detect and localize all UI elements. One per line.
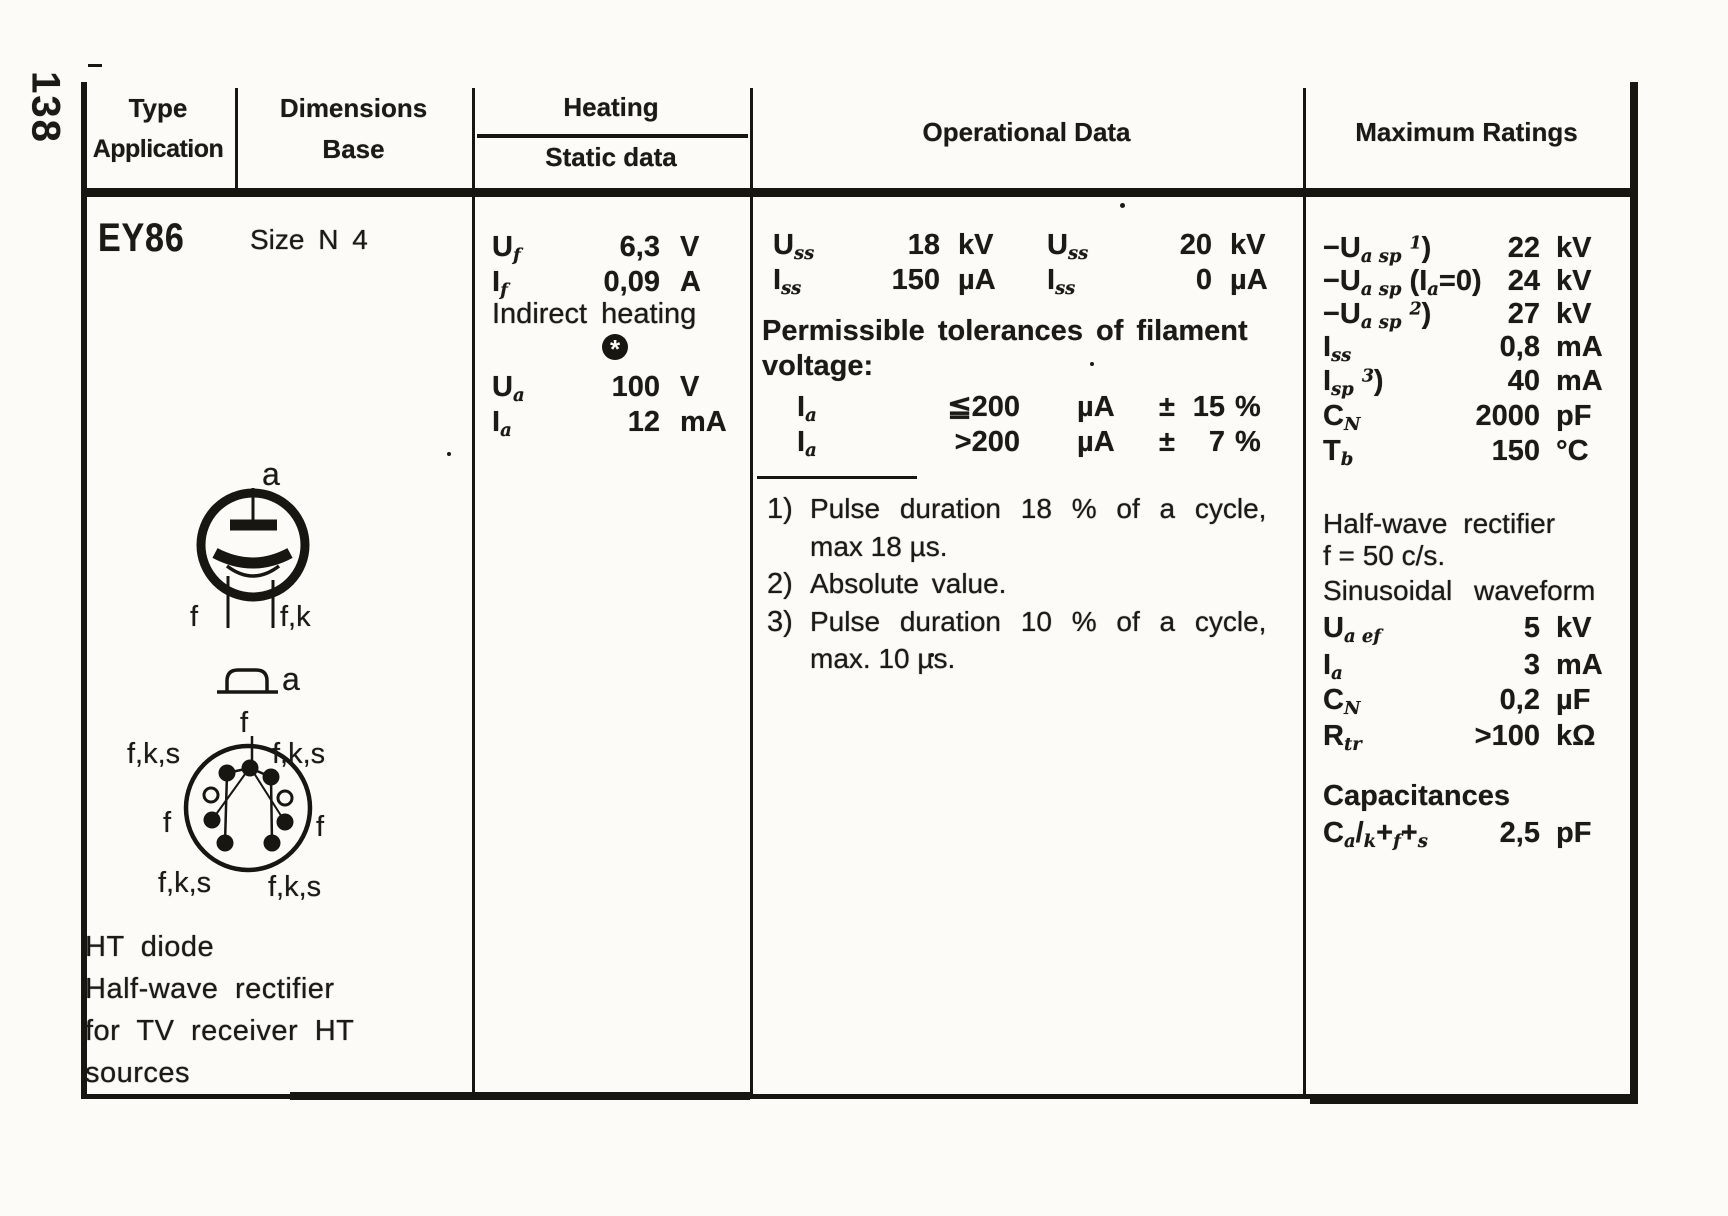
base-label-bottom-right: f,k,s	[268, 871, 322, 903]
parameter-unit: kV	[1556, 298, 1592, 330]
parameter-symbol: $C_N$	[1323, 400, 1361, 436]
max-rating-row	[1323, 683, 1628, 720]
parameter-unit: µA	[1230, 264, 1268, 296]
max-rating-row	[1323, 719, 1628, 756]
parameter-value: 5	[1523, 612, 1540, 644]
parameter-unit: µA	[1077, 426, 1115, 458]
capacitances-heading: Capacitances	[1323, 780, 1510, 812]
scan-speck	[1090, 362, 1094, 366]
top-cap-symbol	[217, 670, 278, 693]
parameter-symbol: $I_{sp}$ $^3$)	[1323, 365, 1384, 401]
application-line: for TV receiver HT	[85, 1015, 355, 1047]
footnote-text: Absolute value.	[810, 568, 1007, 599]
max-rating-row	[1323, 611, 1628, 648]
circled-asterisk-icon: *	[602, 334, 628, 360]
parameter-symbol: $I_a$	[797, 426, 817, 462]
tube-type: EY86	[98, 216, 185, 260]
parameter-value: 24	[1507, 265, 1540, 297]
plus-minus-sign: ±	[1159, 426, 1175, 458]
max-rating-row	[1323, 648, 1628, 685]
parameter-symbol: $R_{tr}$	[1323, 720, 1362, 756]
condition-value: >200	[954, 426, 1020, 458]
parameter-unit: kV	[1556, 265, 1592, 297]
parameter-symbol: $I_a$	[1323, 649, 1343, 685]
parameter-unit: V	[680, 231, 700, 263]
parameter-unit: µA	[1077, 391, 1115, 423]
application-line: Half-wave rectifier	[85, 973, 335, 1005]
parameter-unit: °C	[1556, 435, 1589, 467]
table-border-right	[1630, 82, 1638, 1099]
application-line: sources	[85, 1057, 191, 1089]
top-cap-label: a	[282, 661, 300, 697]
parameter-value: 0,09	[603, 266, 660, 298]
footnote-text: Pulse duration 18 % of a cycle,	[810, 493, 1267, 524]
percent-sign: %	[1235, 426, 1261, 458]
max-rating-row	[1323, 264, 1628, 301]
max-rating-row	[1323, 330, 1628, 367]
base-pins	[204, 760, 294, 852]
parameter-unit: pF	[1556, 817, 1592, 849]
parameter-unit: µA	[958, 264, 996, 296]
tolerance-value: 7	[1208, 426, 1225, 458]
footnote-text: max 18 µs.	[810, 531, 948, 562]
base-label-top-right: f,k,s	[272, 738, 326, 770]
filament-lead-label: f	[190, 601, 199, 633]
parameter-value: 2,5	[1499, 817, 1540, 849]
parameter-unit: V	[680, 371, 700, 403]
anode-label: a	[262, 456, 280, 492]
parameter-value: 150	[1491, 435, 1540, 467]
header-base: Base	[322, 134, 385, 164]
footnote-mark: 1)	[767, 493, 793, 525]
scan-speck	[1120, 203, 1125, 208]
tolerance-heading: Permissible tolerances of filament	[762, 315, 1248, 347]
base-label-right: f	[316, 811, 325, 843]
header-static-data: Static data	[545, 142, 677, 172]
capacitance-row	[1323, 816, 1628, 853]
divider-heating-operational	[750, 88, 753, 1094]
tolerance-value: 15	[1192, 391, 1225, 423]
scan-speck	[447, 452, 451, 456]
static-data-row	[492, 405, 750, 442]
parameter-value: 2000	[1475, 400, 1540, 432]
parameter-value: 100	[611, 371, 660, 403]
parameter-symbol: $U_a$	[492, 371, 525, 407]
condition-text: f = 50 c/s.	[1323, 540, 1446, 571]
parameter-unit: kΩ	[1556, 720, 1596, 752]
parameter-value: 150	[891, 264, 940, 296]
base-label-top: f	[240, 707, 249, 739]
header-operational-data: Operational Data	[922, 117, 1131, 147]
parameter-symbol: $U_{ss}$	[773, 229, 815, 265]
parameter-symbol: $U_{ss}$	[1047, 229, 1089, 265]
header-heating: Heating	[563, 92, 659, 122]
divider-dimensions-heating	[472, 88, 475, 1094]
filament-cathode-lead-label: f,k	[280, 601, 311, 633]
heating-subrule	[477, 134, 748, 138]
tolerance-heading: voltage:	[762, 350, 874, 382]
parameter-value: 0,2	[1499, 684, 1540, 716]
operational-row	[773, 263, 1033, 300]
static-data-row	[492, 370, 750, 407]
application-line: HT diode	[85, 931, 215, 963]
tolerance-row	[797, 425, 1277, 461]
parameter-symbol: $T_b$	[1323, 435, 1354, 471]
parameter-value: 20	[1179, 229, 1212, 261]
parameter-symbol: $-U_{a sp}$ $^2$)	[1323, 298, 1432, 334]
page-number: 138	[23, 71, 68, 144]
parameter-symbol: $-U_{a sp}$ $^1$)	[1323, 232, 1432, 268]
parameter-value: 18	[907, 229, 940, 261]
scan-speck	[88, 64, 102, 67]
heating-row	[492, 265, 750, 302]
parameter-symbol: $C_a/_k+_f+_s$	[1323, 817, 1428, 853]
parameter-symbol: $U_f$	[492, 231, 521, 267]
parameter-value: 6,3	[619, 231, 660, 263]
parameter-unit: kV	[1230, 229, 1266, 261]
footnote-separator	[757, 476, 917, 479]
parameter-value: 22	[1507, 232, 1540, 264]
parameter-symbol: $C_N$	[1323, 684, 1361, 720]
plus-minus-sign: ±	[1159, 391, 1175, 423]
max-rating-row	[1323, 434, 1628, 471]
parameter-symbol: $I_{ss}$	[1323, 331, 1352, 367]
parameter-symbol: $I_a$	[492, 406, 512, 442]
parameter-symbol: $I_a$	[797, 391, 817, 427]
parameter-unit: mA	[1556, 331, 1603, 363]
header-type: Type	[128, 93, 188, 123]
condition-value: ≦200	[947, 391, 1020, 423]
parameter-unit: mA	[680, 406, 727, 438]
header-application: Application	[92, 135, 224, 163]
parameter-symbol: $I_f$	[492, 266, 508, 302]
condition-text: Sinusoidal waveform	[1323, 575, 1596, 606]
max-rating-row	[1323, 231, 1628, 268]
header-dimensions: Dimensions	[279, 93, 428, 123]
parameter-unit: pF	[1556, 400, 1592, 432]
parameter-symbol: $-U_{a sp}$ $(I_a=0)$	[1323, 265, 1482, 301]
parameter-unit: mA	[1556, 365, 1603, 397]
parameter-value: 3	[1523, 649, 1540, 681]
header-maximum-ratings: Maximum Ratings	[1355, 117, 1578, 147]
parameter-value: 0,8	[1499, 331, 1540, 363]
table-border-bottom-thick-right	[1310, 1096, 1638, 1104]
base-label-bottom-left: f,k,s	[158, 867, 212, 899]
parameter-unit: kV	[1556, 232, 1592, 264]
parameter-value: 12	[627, 406, 660, 438]
base-label-top-left: f,k,s	[127, 738, 181, 770]
operational-row	[1047, 263, 1305, 300]
footnote-mark: 2)	[767, 568, 793, 600]
heating-row	[492, 230, 750, 267]
tolerance-row	[797, 390, 1277, 426]
tube-size: Size N 4	[250, 224, 368, 255]
operational-row	[773, 228, 1033, 265]
parameter-value: >100	[1474, 720, 1540, 752]
parameter-symbol: $I_{ss}$	[773, 264, 802, 300]
footnote-mark: 3)	[767, 606, 793, 638]
base-label-left: f	[163, 807, 172, 839]
parameter-unit: µF	[1556, 684, 1591, 716]
max-rating-row	[1323, 297, 1628, 334]
parameter-value: 27	[1507, 298, 1540, 330]
table-border-bottom-thick-left	[290, 1092, 750, 1100]
parameter-unit: kV	[1556, 612, 1592, 644]
max-rating-row	[1323, 399, 1628, 436]
header-rule	[81, 188, 1635, 197]
max-rating-row	[1323, 364, 1628, 401]
parameter-unit: A	[680, 266, 701, 298]
footnote-text: Pulse duration 10 % of a cycle,	[810, 606, 1267, 637]
parameter-value: 40	[1507, 365, 1540, 397]
operational-row	[1047, 228, 1305, 265]
tube-symbol-and-base-diagram	[90, 440, 360, 910]
parameter-unit: mA	[1556, 649, 1603, 681]
parameter-unit: kV	[958, 229, 994, 261]
percent-sign: %	[1235, 391, 1261, 423]
footnote-text: max. 10 µs.	[810, 643, 956, 674]
parameter-value: 0	[1195, 264, 1212, 296]
parameter-symbol: $U_{a ef}$	[1323, 612, 1382, 648]
condition-text: Half-wave rectifier	[1323, 508, 1556, 539]
heating-note: Indirect heating	[492, 298, 697, 330]
parameter-symbol: $I_{ss}$	[1047, 264, 1076, 300]
